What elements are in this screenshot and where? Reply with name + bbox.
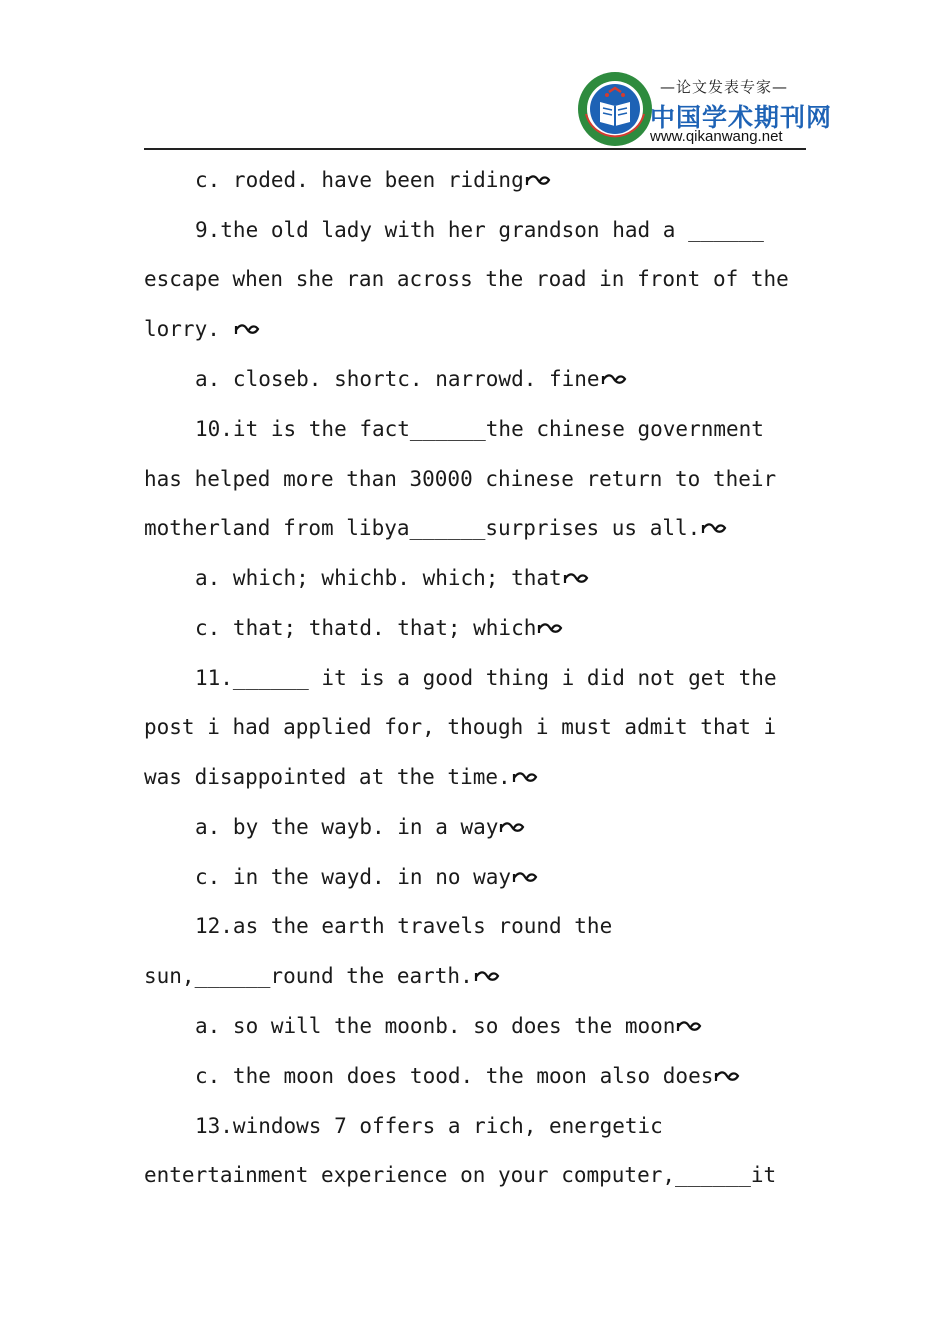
- site-url: www.qikanwang.net: [650, 128, 783, 145]
- text-line: lorry.: [144, 315, 260, 343]
- text-line: motherland from libya______surprises us all.: [144, 514, 727, 542]
- text-line: has helped more than 30000 chinese return to their: [144, 467, 777, 491]
- return-arrow-icon: [512, 870, 538, 886]
- return-arrow-icon: [701, 521, 727, 537]
- text-line: a. so will the moonb. so does the moon: [195, 1012, 702, 1040]
- text-line: entertainment experience on your computer,______it: [144, 1163, 777, 1187]
- return-arrow-icon: [234, 322, 260, 338]
- return-arrow-icon: [714, 1069, 740, 1085]
- header-slogan: —论文发表专家—: [660, 78, 789, 96]
- text-line: a. closeb. shortc. narrowd. fine: [195, 365, 627, 393]
- text-line: a. by the wayb. in a way: [195, 813, 525, 841]
- return-arrow-icon: [563, 571, 589, 587]
- text-line: c. the moon does tood. the moon also does: [195, 1062, 740, 1090]
- text-line: c. in the wayd. in no way: [195, 863, 538, 891]
- brand-name: 中国学术期刊网: [650, 103, 833, 132]
- text-line: was disappointed at the time.: [144, 763, 538, 791]
- text-line: c. that; thatd. that; which: [195, 614, 563, 642]
- text-line: sun,______round the earth.: [144, 962, 500, 990]
- return-arrow-icon: [499, 820, 525, 836]
- text-line: 12.as the earth travels round the: [195, 914, 613, 938]
- return-arrow-icon: [512, 770, 538, 786]
- text-line: a. which; whichb. which; that: [195, 564, 589, 592]
- text-line: escape when she ran across the road in front of the: [144, 267, 789, 291]
- text-line: c. roded. have been riding: [195, 166, 551, 194]
- text-line: post i had applied for, though i must admit that i: [144, 715, 777, 739]
- text-line: 9.the old lady with her grandson had a ______: [195, 218, 764, 242]
- return-arrow-icon: [537, 621, 563, 637]
- text-line: 11.______ it is a good thing i did not get the: [195, 666, 777, 690]
- text-line: 13.windows 7 offers a rich, energetic: [195, 1114, 663, 1138]
- return-arrow-icon: [676, 1019, 702, 1035]
- text-line: 10.it is the fact______the chinese government: [195, 417, 764, 441]
- return-arrow-icon: [525, 173, 551, 189]
- return-arrow-icon: [601, 372, 627, 388]
- return-arrow-icon: [474, 969, 500, 985]
